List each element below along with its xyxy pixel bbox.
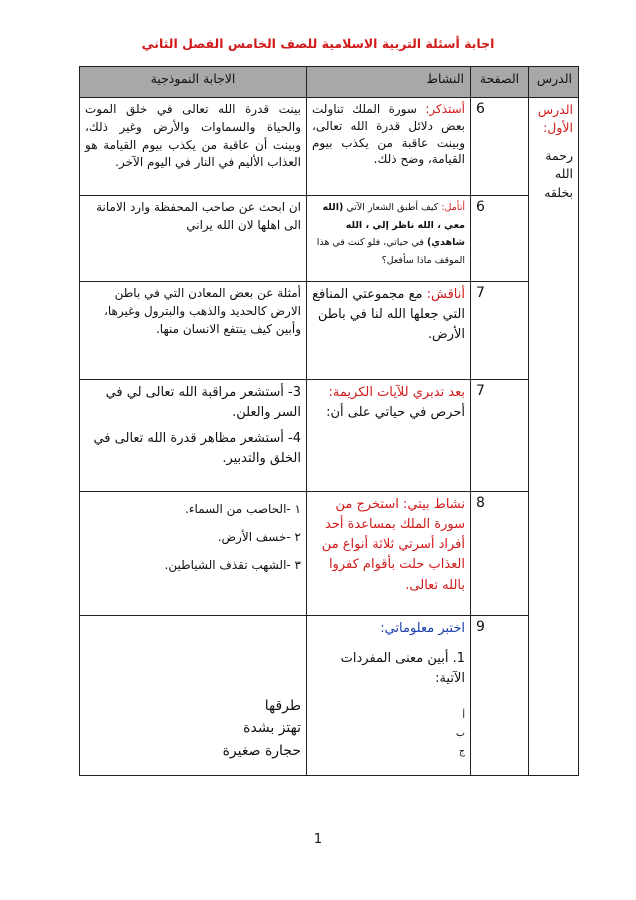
activity-label: أتأمل:	[441, 202, 465, 213]
page-number: 1	[313, 832, 323, 847]
activity-text: 1. أبين معنى المفردات الآتية:	[340, 651, 465, 687]
activity-text: سورة الملك تناولت بعض دلائل قدرة الله تعالى، وبينت عاقبة من يكذب بيوم القيامة، وضح ذلك.	[312, 102, 465, 167]
answer-line: 4- أستشعر مظاهر قدرة الله تعالى في الخلق والتدبير.	[93, 431, 301, 467]
answer-line: حجارة صغيرة	[222, 742, 301, 759]
table-row	[80, 492, 579, 616]
page-title: اجابة أسئلة التربية الاسلامية للصف الخامس الفصل الثاني	[141, 36, 495, 51]
activity-label: اختبر معلوماتي:	[380, 621, 465, 636]
page-number-cell: 7	[471, 380, 529, 492]
activity-label: أناقش:	[426, 287, 465, 302]
answer-cell: أمثلة عن بعض المعادن التي في باطن الارض كالحديد والذهب والبترول وغيرها، وأبين كيف ينتفع الانسان منها.	[80, 282, 307, 380]
page-number-cell: 9	[471, 616, 529, 776]
lesson-name: رحمة الله بخلقه	[544, 148, 573, 200]
answer-line: طرقها	[264, 698, 301, 714]
page-number-cell: 8	[471, 492, 529, 616]
activity-slogan: (الله معي ، الله ناظر إلي ، الله شاهدي)	[322, 202, 465, 249]
page-number-cell: 6	[471, 98, 529, 196]
activity-cell	[307, 196, 471, 282]
item-letter: ب	[456, 727, 465, 739]
item-letter: ج	[458, 745, 465, 757]
answer-line: 3- أستشعر مراقبة الله تعالى لي في السر والعلن.	[105, 385, 301, 421]
answer-line: ٢ -خسف الأرض.	[217, 529, 301, 544]
answer-line: ٣ -الشهب تقذف الشياطين.	[164, 557, 301, 572]
header-lesson: الدرس	[529, 67, 579, 98]
activity-label: بعد تدبري للآيات الكريمة:	[328, 385, 465, 400]
lesson-table	[79, 66, 579, 776]
activity-cell	[307, 492, 471, 616]
lesson-cell	[529, 98, 579, 776]
table-row	[80, 616, 579, 776]
activity-text: أحرص في حياتي على أن:	[326, 405, 465, 421]
answer-cell: بينت قدرة الله تعالى في خلق الموت والحياة والسماوات والأرض وغير ذلك، وبينت أن عاقبة من يكذب بيوم القيامة هو العذاب الأليم في النار في اليوم الآخر.	[80, 98, 307, 196]
answer-line: ١ -الحاصب من السماء.	[185, 502, 301, 516]
item-letter: أ	[462, 710, 465, 722]
table-row	[80, 98, 579, 196]
header-activity: النشاط	[307, 67, 471, 98]
answer-line: تهتز بشدة	[243, 720, 301, 737]
header-page: الصفحة	[471, 67, 529, 98]
activity-label: نشاط بيتي:	[402, 497, 465, 512]
header-answer: الاجابة النموذجية	[80, 67, 307, 98]
table-row	[80, 282, 579, 380]
answer-cell	[80, 616, 307, 776]
table-header-row	[80, 67, 579, 98]
answer-cell	[80, 380, 307, 492]
activity-label: أستذكر:	[425, 102, 465, 116]
activity-text: كيف أطبق الشعار الآتي	[346, 202, 439, 213]
activity-text: استخرج من سورة الملك بمساعدة أحد أفراد أسرتي ثلاثة أنواع من العذاب حلت بأقوام كفروا بالله تعالى.	[321, 497, 465, 593]
activity-cell	[307, 282, 471, 380]
lesson-label: الدرس الأول:	[537, 102, 573, 136]
activity-text-cont: في حياتي، فلو كنت في هذا الموقف ماذا سأفعل؟	[316, 237, 465, 266]
activity-cell	[307, 98, 471, 196]
page-number-cell: 7	[471, 282, 529, 380]
activity-text: مع مجموعتي المنافع التي جعلها الله لنا في باطن الأرض.	[312, 287, 465, 343]
table-row	[80, 380, 579, 492]
answer-cell: ان ابحث عن صاحب المحفظة وارد الامانة الى اهلها لان الله يراني	[80, 196, 307, 282]
page-number-cell: 6	[471, 196, 529, 282]
activity-cell	[307, 616, 471, 776]
activity-cell	[307, 380, 471, 492]
table-row	[80, 196, 579, 282]
answer-cell	[80, 492, 307, 616]
